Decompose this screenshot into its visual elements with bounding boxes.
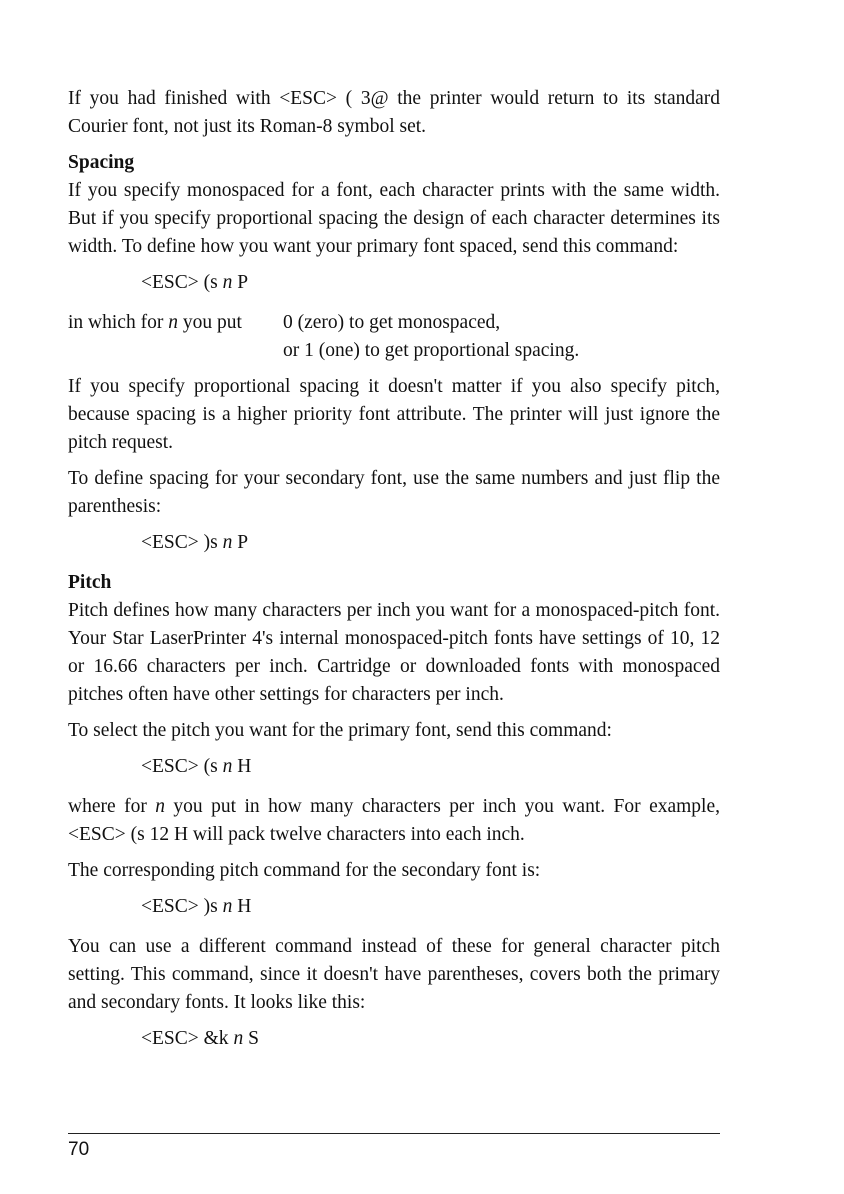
pitch-paragraph-4: The corresponding pitch command for the secondary font is: (68, 860, 541, 881)
command-variable: n (222, 896, 233, 917)
pitch-paragraph-1: Pitch defines how many characters per inch you want for a monospaced-pitch font. Your Star LaserPrinter 4's internal monospaced-pitch fonts have settings of 10, 12 or 16.66 characters per inch. Cartridge or downloaded fonts with monospaced pitches often have other settings for characters per inch. (68, 600, 720, 705)
command-suffix: P (232, 272, 249, 293)
command-variable: n (222, 756, 233, 777)
spacing-primary-command (141, 269, 720, 297)
pitch-secondary-command (141, 893, 720, 921)
footer-rule (68, 1133, 720, 1134)
command-variable: n (222, 532, 233, 553)
command-suffix: S (243, 1028, 259, 1049)
pitch-general-command (141, 1025, 720, 1053)
pitch-paragraph-2: To select the pitch you want for the primary font, send this command: (68, 720, 612, 741)
document-page (68, 85, 720, 1065)
spacing-paragraph-1: If you specify monospaced for a font, each character prints with the same width. But if you specify proportional spacing the design of each character determines its width. To define how you want your primary font spaced, send this command: (68, 180, 720, 257)
spacing-paragraph-2: If you specify proportional spacing it doesn't matter if you also specify pitch, because spacing is a higher priority font attribute. The printer will just ignore the pitch request. (68, 376, 720, 453)
pitch-heading: Pitch (68, 572, 112, 593)
page-number: 70 (68, 1139, 90, 1160)
parameter-option-monospaced: 0 (zero) to get monospaced, (283, 312, 501, 333)
spacing-paragraph-3: To define spacing for your secondary font, use the same numbers and just flip the parenthesis: (68, 468, 720, 517)
command-suffix: H (232, 896, 252, 917)
command-suffix: H (232, 756, 252, 777)
parameter-option-proportional: or 1 (one) to get proportional spacing. (283, 340, 580, 361)
command-variable: n (222, 272, 233, 293)
spacing-parameter-table (68, 309, 720, 365)
spacing-secondary-command (141, 529, 720, 557)
command-prefix: <ESC> (s (141, 756, 223, 777)
command-prefix: <ESC> &k (141, 1028, 234, 1049)
command-suffix: P (232, 532, 249, 553)
pitch-primary-command (141, 753, 720, 781)
command-prefix: <ESC> )s (141, 532, 223, 553)
spacing-heading: Spacing (68, 152, 135, 173)
pitch-paragraph-5: You can use a different command instead of these for general character pitch setting. This command, since it doesn't have parentheses, covers both the primary and secondary fonts. It looks like this: (68, 936, 720, 1013)
command-prefix: <ESC> (s (141, 272, 223, 293)
pitch-paragraph-3: where for n you put in how many characters per inch you want. For example, <ESC> (s 12 H will pack twelve characters into each inch. (68, 796, 720, 845)
parameter-label: in which for n you put (68, 312, 242, 333)
intro-paragraph: If you had finished with <ESC> ( 3@ the printer would return to its standard Courier font, not just its Roman-8 symbol set. (68, 88, 720, 137)
command-prefix: <ESC> )s (141, 896, 223, 917)
command-variable: n (233, 1028, 244, 1049)
